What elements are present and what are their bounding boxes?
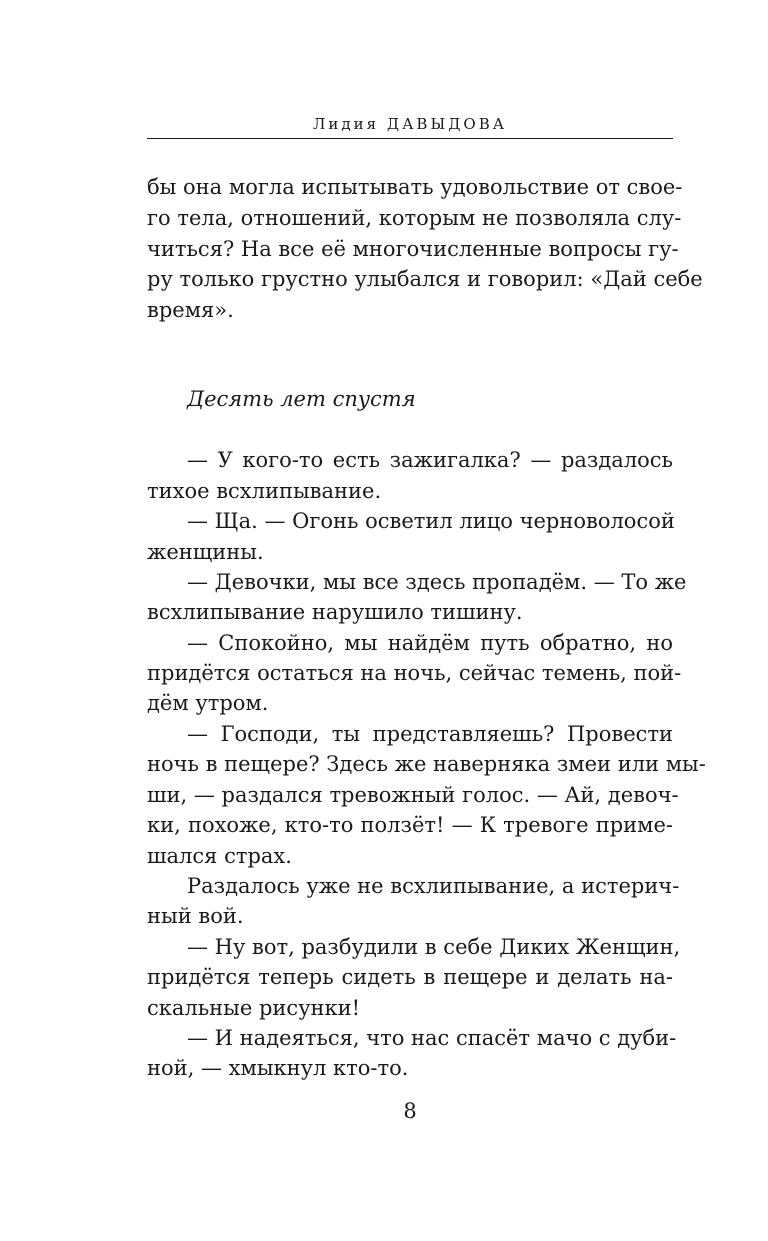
text-line: придётся теперь сидеть в пещере и делать на- <box>147 965 673 989</box>
text-line: дём утром. <box>147 691 269 715</box>
text-line: — Ну вот, разбудили в себе Диких Женщин, <box>187 935 681 959</box>
text-line: ный вой. <box>147 904 244 928</box>
text-line: ки, похоже, кто-то ползёт! — К тревоге приме- <box>147 813 673 837</box>
text-line: придётся остаться на ночь, сейчас темень, пой- <box>147 661 682 685</box>
text-line: читься? На все её многочисленные вопросы гу- <box>147 237 679 261</box>
page-number: 8 <box>403 1099 417 1123</box>
text-line: — Спокойно, мы найдём путь обратно, но <box>187 631 673 655</box>
text-line: бы она могла испытывать удовольствие от свое- <box>147 175 683 199</box>
text-line: время». <box>147 298 234 322</box>
text-line: — И надеяться, что нас спасёт мачо с дуби- <box>187 1026 677 1050</box>
text-line: тихое всхлипывание. <box>147 479 382 503</box>
text-line: ной, — хмыкнул кто-то. <box>147 1056 409 1080</box>
text-line: ночь в пещере? Здесь же наверняка змеи или мы- <box>147 752 706 776</box>
text-line: скальные рисунки! <box>147 996 361 1020</box>
text-line: го тела, отношений, которым не позволяла слу- <box>147 206 682 230</box>
text-line: — Девочки, мы все здесь пропадём. — То же <box>187 570 687 594</box>
text-line: ру только грустно улыбался и говорил: «Дай себе <box>147 267 703 291</box>
text-line: всхлипывание нарушило тишину. <box>147 600 523 624</box>
text-line: женщины. <box>147 540 264 564</box>
text-line: — У кого-то есть зажигалка? — раздалось <box>187 448 673 472</box>
header-rule <box>147 138 673 139</box>
text-line: Раздалось уже не всхлипывание, а истерич- <box>187 874 680 898</box>
text-line: — Ща. — Огонь осветил лицо черноволосой <box>187 509 675 533</box>
text-line: — Господи, ты представляешь? Провести <box>187 722 673 746</box>
running-header-author: Лидия ДАВЫДОВА <box>312 115 508 133</box>
text-line: ши, — раздался тревожный голос. — Ай, девоч- <box>147 783 679 807</box>
section-heading: Десять лет спустя <box>187 387 416 411</box>
text-line: шался страх. <box>147 844 292 868</box>
